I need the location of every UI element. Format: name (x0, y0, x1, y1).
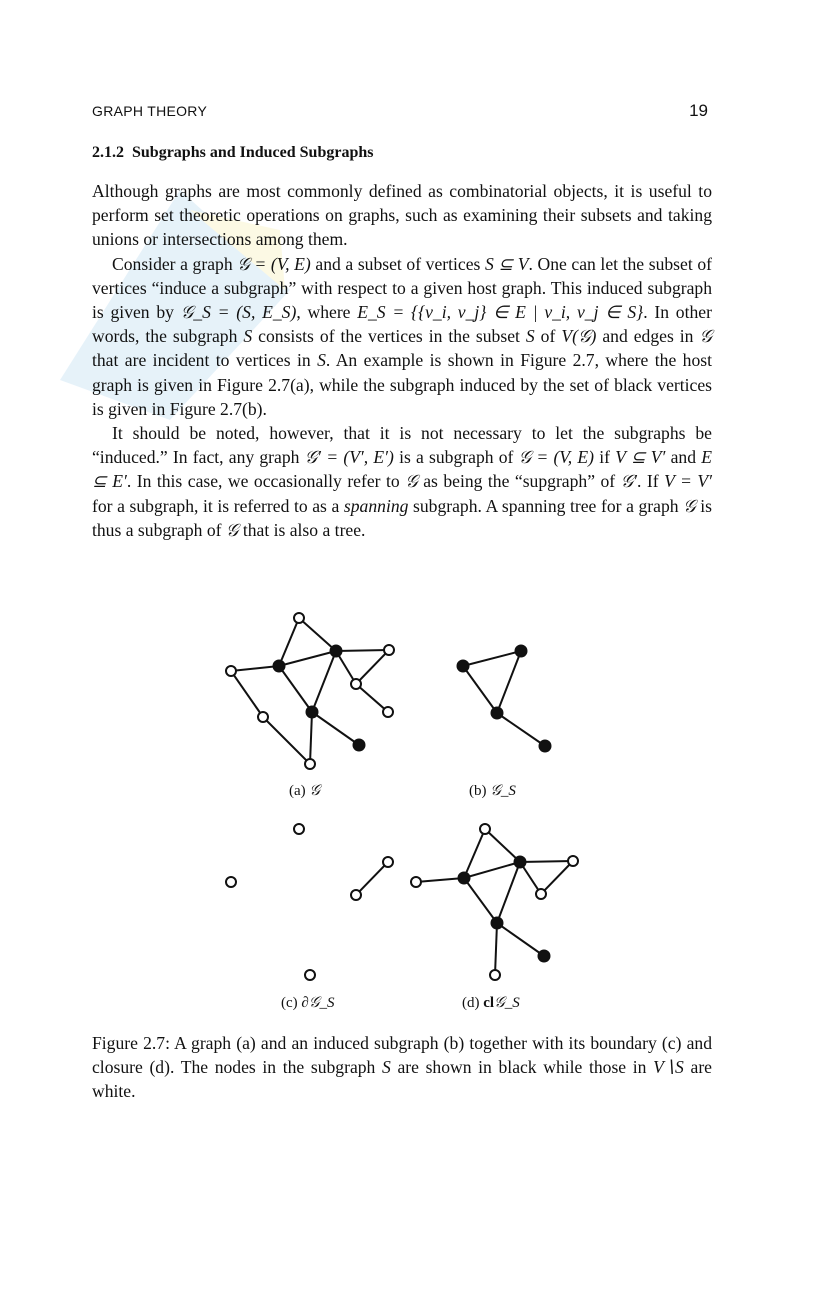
graph-b-edges (463, 651, 545, 746)
node-white (568, 856, 578, 866)
node-white (226, 877, 236, 887)
node-white (258, 712, 268, 722)
node-white (226, 666, 236, 676)
node-black (492, 918, 503, 929)
graph-c-nodes (226, 824, 393, 980)
paragraph-1: Although graphs are most commonly defined as combinatorial objects, it is useful to perform set theoretic operations on graphs, such as examining their subsets and taking unions or intersections among them. (92, 181, 712, 250)
node-white (536, 889, 546, 899)
node-white (411, 877, 421, 887)
node-black (516, 646, 527, 657)
node-black (458, 661, 469, 672)
graph-c-edges (356, 862, 388, 895)
node-white (383, 707, 393, 717)
node-white (490, 970, 500, 980)
subcaption-a: (a) 𝒢 (289, 783, 321, 799)
node-black (515, 857, 526, 868)
section-title: Subgraphs and Induced Subgraphs (132, 144, 374, 161)
page-number: 19 (689, 101, 708, 120)
node-white (351, 679, 361, 689)
node-black (274, 661, 285, 672)
node-black (354, 740, 365, 751)
figure-caption: Figure 2.7: A graph (a) and an induced subgraph (b) together with its boundary (c) and closure (d). The nodes in the subgraph S are shown in black while those in V∖S are white. (92, 1033, 712, 1102)
section-number: 2.1.2 (92, 144, 124, 161)
node-white (383, 857, 393, 867)
node-black (539, 951, 550, 962)
graph-b-nodes (458, 646, 551, 752)
subcaption-d: (d) cl𝒢_S (462, 995, 520, 1011)
subcaption-c: (c) ∂𝒢_S (281, 995, 335, 1011)
node-black (492, 708, 503, 719)
running-title: GRAPH THEORY (92, 103, 208, 119)
node-white (305, 759, 315, 769)
node-white (305, 970, 315, 980)
node-black (331, 646, 342, 657)
subcaption-b: (b) 𝒢_S (469, 783, 516, 799)
node-white (480, 824, 490, 834)
node-white (294, 613, 304, 623)
node-white (384, 645, 394, 655)
paragraph-3: It should be noted, however, that it is not necessary to let the subgraphs be “induced.” In fact, any graph 𝒢′ = (V′, E′) is a subgraph of 𝒢 = (V, E) if V ⊆ V′ and E ⊆ E′. In this case, we occasionally refer to 𝒢 as being the “supgraph” of 𝒢′. If V = V′ for a subgraph, it is referred to as a spanning subgraph. A spanning tree for a graph 𝒢 is thus a subgraph of 𝒢 that is also a tree. (92, 423, 713, 540)
node-white (351, 890, 361, 900)
graph-d-nodes (411, 824, 578, 980)
paragraph-2: Consider a graph 𝒢 = (V, E) and a subset of vertices S ⊆ V. One can let the subset of vertices “induce a subgraph” with respect to a given host graph. This induced subgraph is given by 𝒢_S = (S, E_S), where E_S = {{v_i, v_j} ∈ E | v_i, v_j ∈ S}. In other words, the subgraph S consists of the vertices in the subset S of V(𝒢) and edges in 𝒢 that are incident to vertices in S. An example is shown in Figure 2.7, where the host graph is given in Figure 2.7(a), while the subgraph induced by the set of black vertices is given in Figure 2.7(b). (92, 253, 713, 419)
node-black (459, 873, 470, 884)
node-black (540, 741, 551, 752)
node-white (294, 824, 304, 834)
node-black (307, 707, 318, 718)
graph-a-edges (231, 618, 389, 764)
